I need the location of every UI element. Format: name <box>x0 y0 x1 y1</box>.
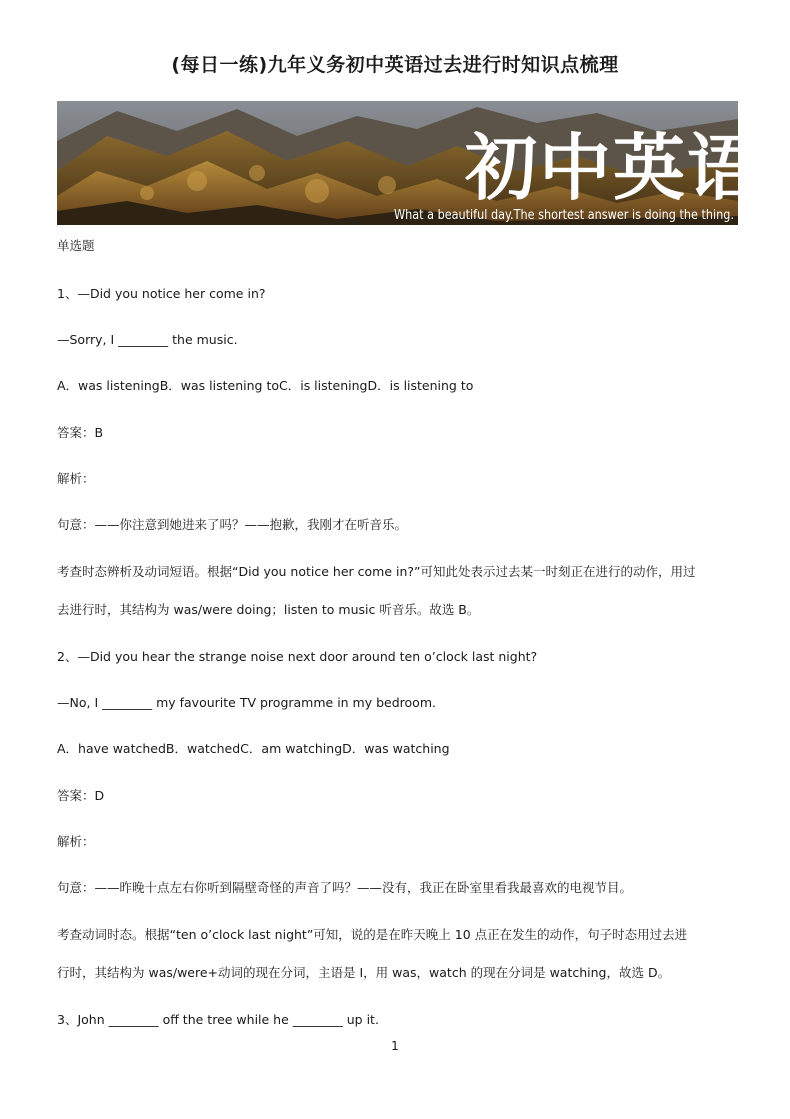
mountain-landscape <box>57 101 762 225</box>
question-1-translation: 句意：——你注意到她进来了吗？——抱歉，我刚才在听音乐。 <box>57 517 408 532</box>
question-2-stem-line-1: 2、—Did you hear the strange noise next door around ten o’clock last night? <box>57 649 538 664</box>
question-1-stem-line-2: —Sorry, I ________ the music. <box>57 332 238 347</box>
question-2-translation: 句意：——昨晚十点左右你听到隔壁奇怪的声音了吗？——没有，我正在卧室里看我最喜欢的电视节目。 <box>57 880 633 895</box>
section-label: 单选题 <box>57 238 95 253</box>
page-number: 1 <box>391 1039 399 1053</box>
question-2-explanation-line-1: 考查动词时态。根据“ten o’clock last night”可知，说的是在昨天晚上 10 点正在发生的动作，句子时态用过去进 <box>57 927 688 942</box>
document-title: (每日一练)九年义务初中英语过去进行时知识点梳理 <box>171 54 619 76</box>
question-1-stem-line-1: 1、—Did you notice her come in? <box>57 286 266 301</box>
question-2-stem-line-2: —No, I ________ my favourite TV programme in my bedroom. <box>57 695 436 710</box>
question-2-answer: 答案：D <box>57 788 105 803</box>
question-1-answer: 答案：B <box>57 425 104 440</box>
question-1-options: A．was listeningB．was listening toC．is listeningD．is listening to <box>57 378 474 393</box>
question-2-explanation-line-2: 行时，其结构为 was/were+动词的现在分词，主语是 I，用 was，watch 的现在分词是 watching，故选 D。 <box>57 965 671 980</box>
banner-title-text: 初中英语 <box>465 125 762 210</box>
question-1-analysis-label: 解析： <box>57 471 95 486</box>
question-2-analysis-label: 解析： <box>57 834 95 849</box>
banner-image <box>57 101 762 225</box>
question-3-stem-line-1: 3、John ________ off the tree while he ________ up it. <box>57 1012 379 1027</box>
question-2-options: A．have watchedB．watchedC．am watchingD．was watching <box>57 741 450 756</box>
question-1-explanation-line-1: 考查时态辨析及动词短语。根据“Did you notice her come in?”可知此处表示过去某一时刻正在进行的动作，用过 <box>57 564 696 579</box>
question-1-explanation-line-2: 去进行时，其结构为 was/were doing；listen to music 听音乐。故选 B。 <box>57 602 480 617</box>
banner-tagline: What a beautiful day.The shortest answer is doing the thing. <box>394 208 734 223</box>
